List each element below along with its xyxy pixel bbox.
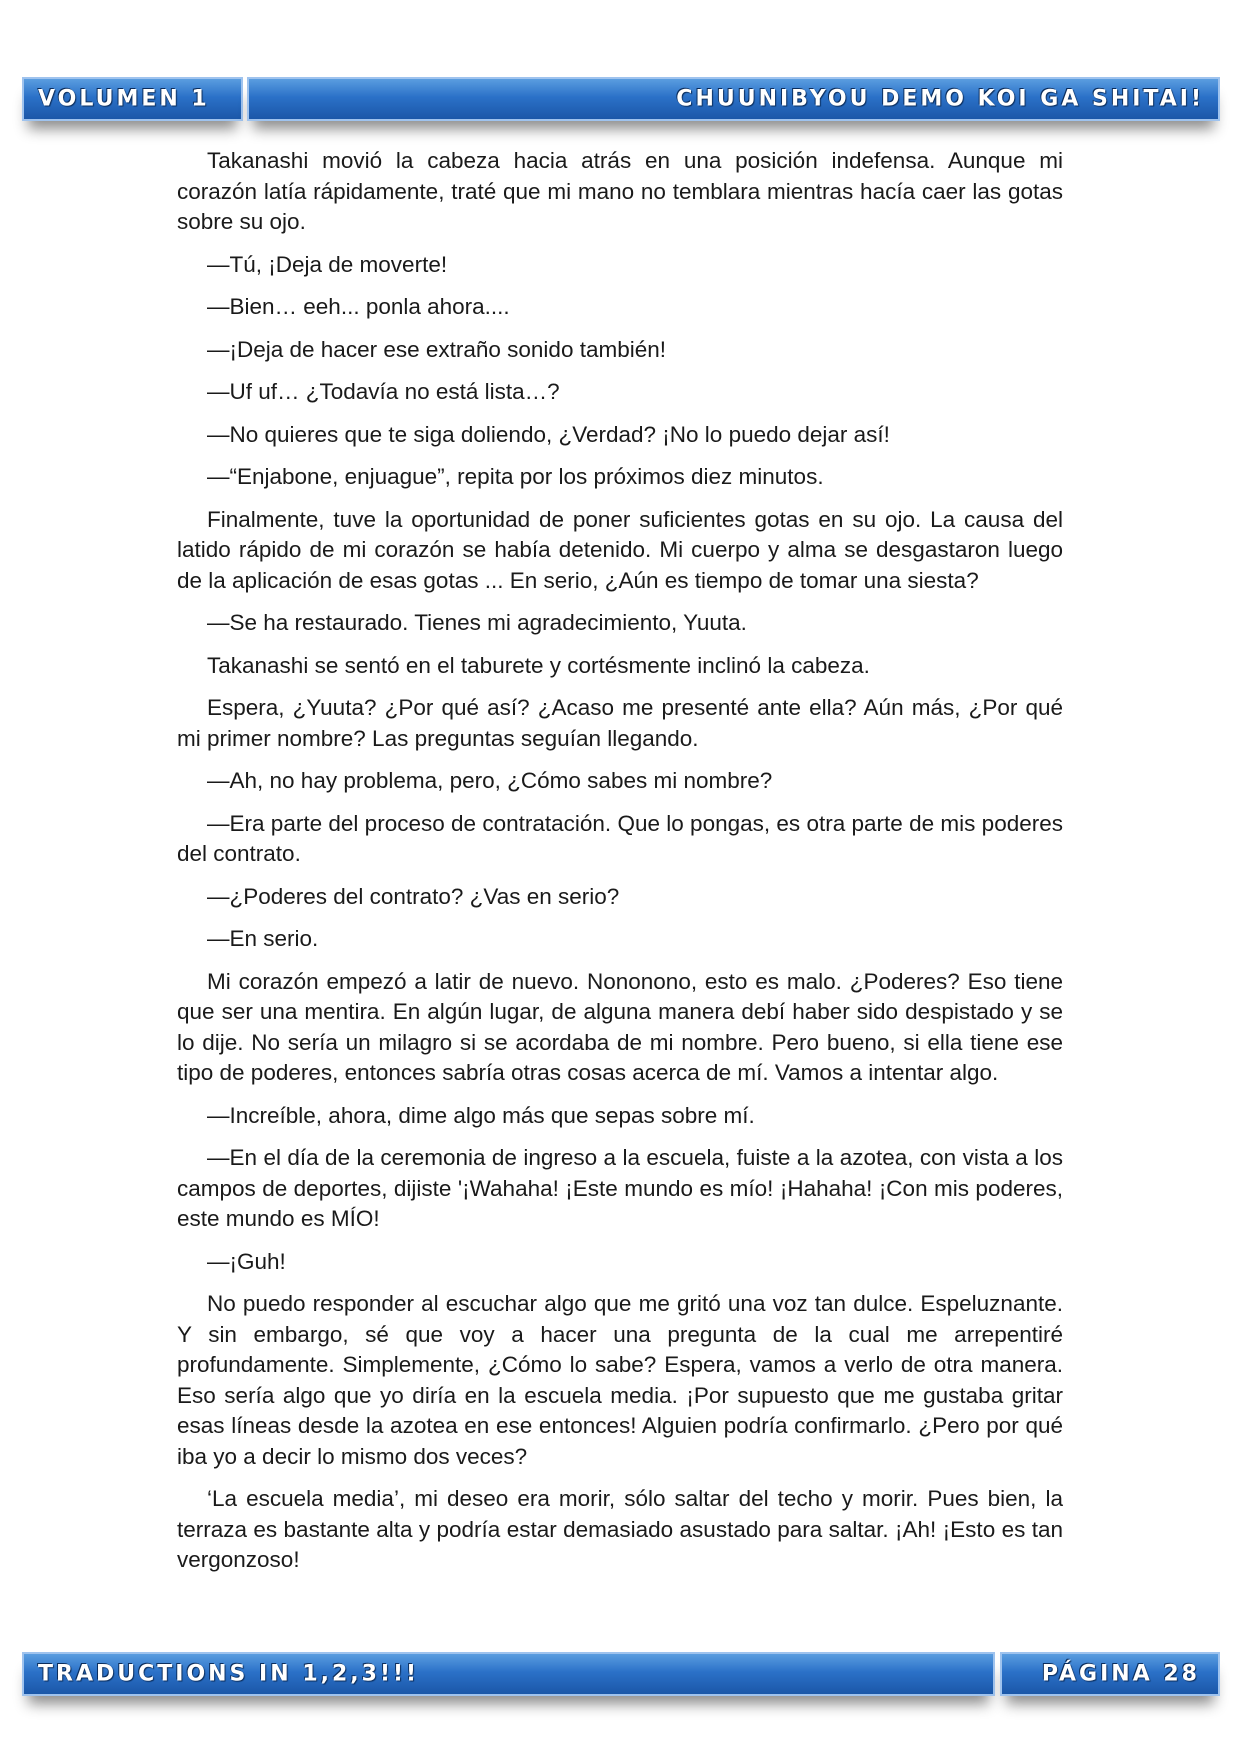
paragraph: Takanashi movió la cabeza hacia atrás en una posición indefensa. Aunque mi corazón latía rápidamente, traté que mi mano no temblara mientras hacía caer las gotas sobre su ojo. (177, 148, 1063, 234)
paragraph: —¿Poderes del contrato? ¿Vas en serio? (207, 883, 620, 909)
paragraph: —Bien… eeh... ponla ahora.... (207, 294, 510, 319)
paragraph: ‘La escuela media’, mi deseo era morir, sólo saltar del techo y morir. Pues bien, la terraza es bastante alta y podría estar demasiado asustado para saltar. ¡Ah! ¡Esto es tan vergonzoso! (177, 1486, 1063, 1572)
paragraph: —Era parte del proceso de contratación. Que lo pongas, es otra parte de mis poderes del contrato. (177, 810, 1063, 866)
footer-group-bar (22, 1652, 995, 1696)
paragraph: —Se ha restaurado. Tienes mi agradecimiento, Yuuta. (207, 610, 747, 635)
paragraph: No puedo responder al escuchar algo que me gritó una voz tan dulce. Espeluznante. Y sin embargo, sé que voy a hacer una pregunta de la cual me arrepentiré profundamente. Simplemente, ¿Cómo lo sabe? Espera, vamos a verlo de otra manera. Eso sería algo que yo diría en la escuela media. ¡Por supuesto que me gustaba gritar esas líneas desde la azotea en ese entonces! Alguien podría confirmarlo. ¿Pero por qué iba yo a decir lo mismo dos veces? (177, 1291, 1063, 1469)
page-body (177, 146, 1063, 1588)
header-volume-bar (22, 77, 243, 121)
volume-label: VOLUMEN 1 (38, 86, 210, 112)
book-title: CHUUNIBYOU DEMO KOI GA SHITAI! (676, 86, 1204, 112)
paragraph: —¡Guh! (207, 1248, 286, 1274)
translation-group: TRADUCTIONS IN 1,2,3!!! (38, 1661, 420, 1687)
paragraph: —¡Deja de hacer ese extraño sonido también! (207, 336, 667, 362)
paragraph: —Increíble, ahora, dime algo más que sepas sobre mí. (207, 1102, 755, 1128)
header-title-bar (247, 77, 1220, 121)
paragraph: Takanashi se sentó en el taburete y cortésmente inclinó la cabeza. (207, 652, 870, 678)
footer-page-bar (1000, 1652, 1220, 1696)
paragraph: —Ah, no hay problema, pero, ¿Cómo sabes mi nombre? (207, 768, 773, 793)
paragraph: —Tú, ¡Deja de moverte! (207, 251, 448, 277)
paragraph: —Uf uf… ¿Todavía no está lista…? (207, 379, 560, 404)
paragraph: —En el día de la ceremonia de ingreso a la escuela, fuiste a la azotea, con vista a los campos de deportes, dijiste '¡Wahaha! ¡Este mundo es mío! ¡Hahaha! ¡Con mis poderes, este mundo es MÍO! (177, 1145, 1063, 1231)
paragraph: Mi corazón empezó a latir de nuevo. Nononono, esto es malo. ¿Poderes? Eso tiene que ser una mentira. En algún lugar, de alguna manera debí haber sido despistado y se lo dije. No sería un milagro si se acordaba de mi nombre. Pero bueno, si ella tiene ese tipo de poderes, entonces sabría otras cosas acerca de mí. Vamos a intentar algo. (177, 968, 1063, 1085)
page-number: PÁGINA 28 (1041, 1661, 1200, 1687)
paragraph: Finalmente, tuve la oportunidad de poner suficientes gotas en su ojo. La causa del latido rápido de mi corazón se había detenido. Mi cuerpo y alma se desgastaron luego de la aplicación de esas gotas ... En serio, ¿Aún es tiempo de tomar una siesta? (177, 506, 1063, 593)
paragraph: —“Enjabone, enjuague”, repita por los próximos diez minutos. (207, 464, 824, 489)
paragraph: —No quieres que te siga doliendo, ¿Verdad? ¡No lo puedo dejar así! (207, 421, 890, 447)
paragraph: Espera, ¿Yuuta? ¿Por qué así? ¿Acaso me presenté ante ella? Aún más, ¿Por qué mi primer nombre? Las preguntas seguían llegando. (177, 695, 1063, 751)
paragraph: —En serio. (207, 926, 319, 951)
